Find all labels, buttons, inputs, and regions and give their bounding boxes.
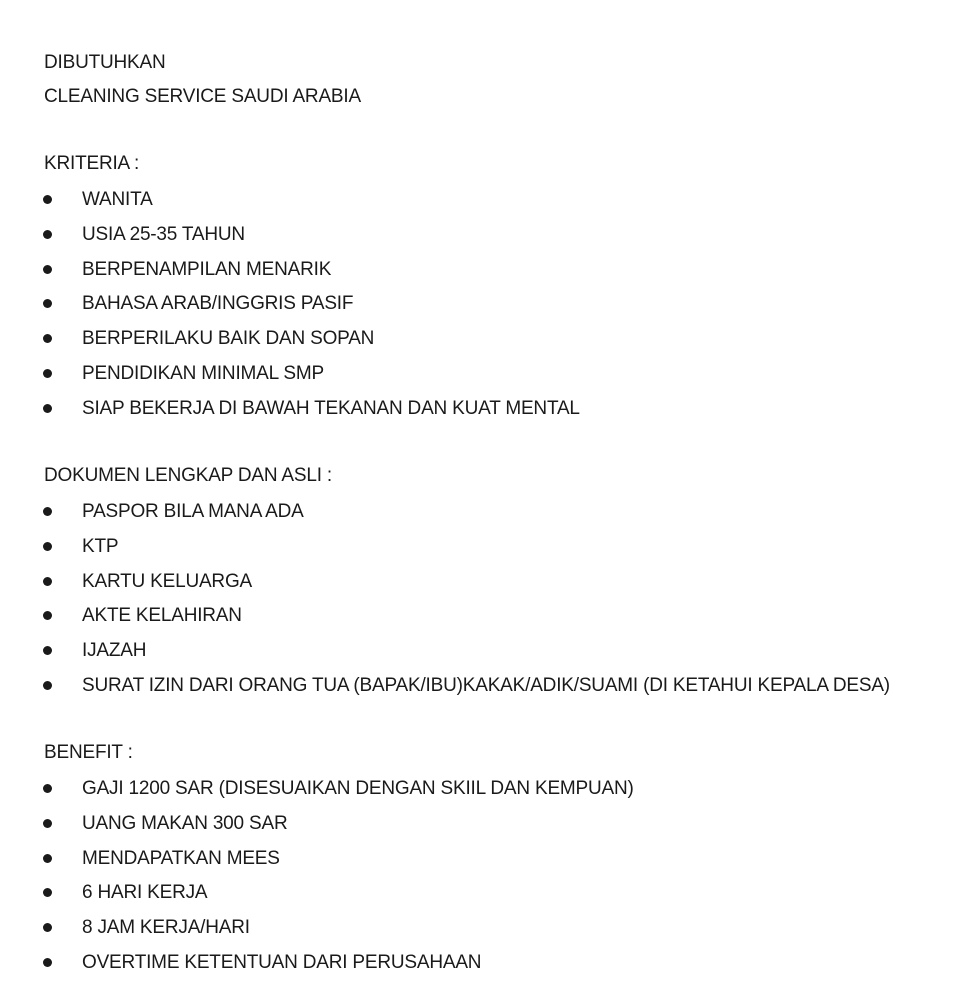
list-item-text: AKTE KELAHIRAN [82,605,242,627]
bullet-icon [43,577,52,586]
bullet-icon [43,819,52,828]
bullet-icon [43,888,52,897]
document-title-line1: DIBUTUHKAN [44,52,166,73]
list-item-text: BAHASA ARAB/INGGRIS PASIF [82,293,354,315]
list-item-text: IJAZAH [82,640,147,662]
list-item-text: BERPENAMPILAN MENARIK [82,258,332,280]
bullet-icon [43,230,52,239]
list-item-text: KARTU KELUARGA [82,570,253,592]
list-item-text: PENDIDIKAN MINIMAL SMP [82,362,324,384]
list-item-text: PASPOR BILA MANA ADA [82,501,304,522]
bullet-icon [43,542,52,551]
list-item-text: KTP [82,535,119,557]
document-title-line2: CLEANING SERVICE SAUDI ARABIA [44,86,361,107]
bullet-icon [43,404,52,413]
bullet-icon [43,958,52,967]
bullet-icon [43,369,52,378]
list-item-text: WANITA [82,189,153,210]
list-item-text: 8 JAM KERJA/HARI [82,917,250,939]
bullet-icon [43,854,52,863]
bullet-icon [43,507,52,516]
list-item-text: UANG MAKAN 300 SAR [82,812,288,834]
list-item-text: MENDAPATKAN MEES [82,847,280,869]
bullet-icon [43,784,52,793]
bullet-icon [43,681,52,690]
bullet-icon [43,611,52,620]
list-item-text: SIAP BEKERJA DI BAWAH TEKANAN DAN KUAT MENTAL [82,397,580,419]
bullet-icon [43,195,52,204]
bullet-icon [43,299,52,308]
bullet-icon [43,265,52,274]
list-item-text: OVERTIME KETENTUAN DARI PERUSAHAAN [82,951,482,973]
bullet-icon [43,334,52,343]
kriteria-heading: KRITERIA : [44,153,140,174]
list-item-text: USIA 25-35 TAHUN [82,223,245,245]
list-item-text: 6 HARI KERJA [82,882,208,904]
list-item-text: GAJI 1200 SAR (DISESUAIKAN DENGAN SKIIL DAN KEMPUAN) [82,778,634,799]
bullet-icon [43,923,52,932]
list-item-text: SURAT IZIN DARI ORANG TUA (BAPAK/IBU)KAKAK/ADIK/SUAMI (DI KETAHUI KEPALA DESA) [82,674,890,696]
bullet-icon [43,646,52,655]
dokumen-heading: DOKUMEN LENGKAP DAN ASLI : [44,465,332,486]
list-item-text: BERPERILAKU BAIK DAN SOPAN [82,328,375,350]
benefit-heading: BENEFIT : [44,742,133,763]
